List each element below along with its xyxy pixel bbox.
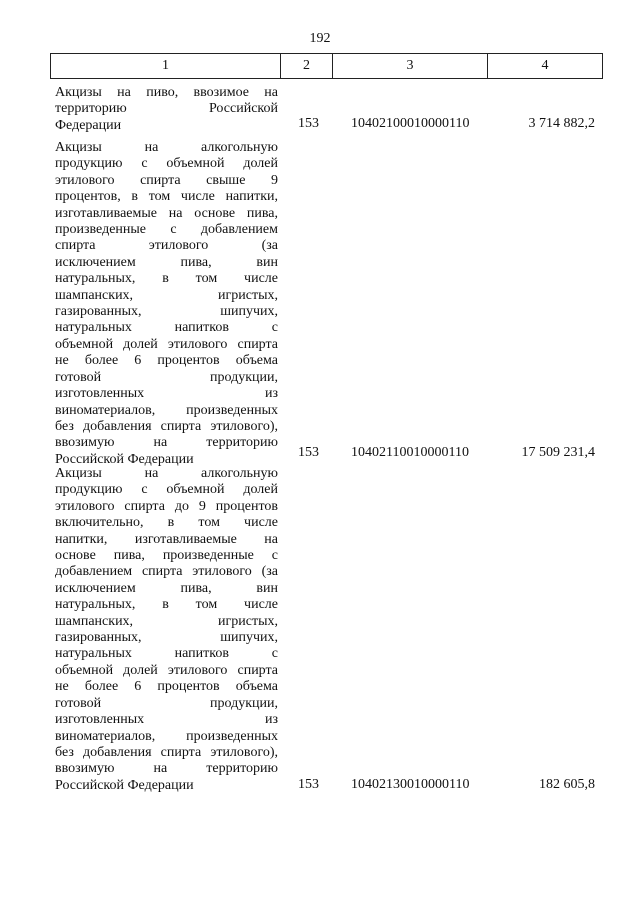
- budget-code: 10402110010000110: [351, 445, 469, 460]
- description-line: спирта этилового (за: [55, 238, 278, 254]
- description-line: готовой продукции,: [55, 369, 278, 385]
- description-line: продукцию с объемной долей: [55, 482, 278, 498]
- amount: 17 509 231,4: [521, 445, 595, 460]
- table-header: [50, 53, 603, 79]
- description-line: ввозимую на территорию: [55, 435, 278, 451]
- description-line: шампанских, игристых,: [55, 287, 278, 303]
- header-col-3: 3: [333, 54, 488, 79]
- table-row: [55, 466, 595, 796]
- description-line: без добавления спирта этилового),: [55, 744, 278, 760]
- amount: 3 714 882,2: [528, 116, 595, 131]
- header-row: [51, 54, 603, 79]
- description-line: без добавления спирта этилового),: [55, 418, 278, 434]
- description-line: Акцизы на алкогольную: [55, 466, 278, 481]
- budget-code: 10402100010000110: [351, 116, 470, 131]
- budget-code: 10402130010000110: [351, 777, 470, 792]
- description-line: территорию Российской: [55, 101, 278, 117]
- header-col-2: 2: [281, 54, 333, 79]
- description-line: ввозимую на территорию: [55, 761, 278, 777]
- description-line: газированных, шипучих,: [55, 304, 278, 320]
- description-line: объемной долей этилового спирта: [55, 336, 278, 352]
- description-line: шампанских, игристых,: [55, 613, 278, 629]
- description-line: Федерации: [55, 117, 122, 133]
- description-line: Российской Федерации: [55, 777, 194, 793]
- description-line: этилового спирта до 9 процентов: [55, 498, 278, 514]
- table-row: [55, 140, 595, 470]
- admin-code: 153: [298, 116, 319, 131]
- description-line: этилового спирта свыше 9: [55, 172, 278, 188]
- description-line: натуральных напитков с: [55, 320, 278, 336]
- header-col-1: 1: [51, 54, 281, 79]
- description-line: продукцию с объемной долей: [55, 156, 278, 172]
- description-line: готовой продукции,: [55, 695, 278, 711]
- description-line: изготавливаемые на основе пива,: [55, 205, 278, 221]
- description-line: Российской Федерации: [55, 451, 194, 467]
- admin-code: 153: [298, 777, 319, 792]
- header-col-4: 4: [488, 54, 603, 79]
- description-line: изготовленных из: [55, 386, 278, 402]
- description-line: напитки, изготавливаемые на: [55, 531, 278, 547]
- description-line: исключением пива, вин: [55, 580, 278, 596]
- description-line: Акцизы на алкогольную: [55, 140, 278, 155]
- description-line: газированных, шипучих,: [55, 630, 278, 646]
- description-line: объемной долей этилового спирта: [55, 662, 278, 678]
- row-description: [55, 466, 278, 794]
- description-line: произведенные с добавлением: [55, 222, 278, 238]
- description-line: изготовленных из: [55, 712, 278, 728]
- description-line: исключением пива, вин: [55, 254, 278, 270]
- description-line: Акцизы на пиво, ввозимое на: [55, 85, 278, 100]
- admin-code: 153: [298, 445, 319, 460]
- row-description: [55, 140, 278, 468]
- description-line: добавлением спирта этилового (за: [55, 564, 278, 580]
- page-number: 192: [309, 31, 331, 46]
- description-line: не более 6 процентов объема: [55, 679, 278, 695]
- description-line: натуральных, в том числе: [55, 271, 278, 287]
- description-line: основе пива, произведенные с: [55, 548, 278, 564]
- row-description: [55, 85, 278, 134]
- description-line: виноматериалов, произведенных: [55, 728, 278, 744]
- description-line: натуральных напитков с: [55, 646, 278, 662]
- description-line: не более 6 процентов объема: [55, 353, 278, 369]
- description-line: виноматериалов, произведенных: [55, 402, 278, 418]
- description-line: процентов, в том числе напитки,: [55, 189, 278, 205]
- description-line: натуральных, в том числе: [55, 597, 278, 613]
- amount: 182 605,8: [539, 777, 595, 792]
- table-row: [55, 85, 595, 135]
- description-line: включительно, в том числе: [55, 515, 278, 531]
